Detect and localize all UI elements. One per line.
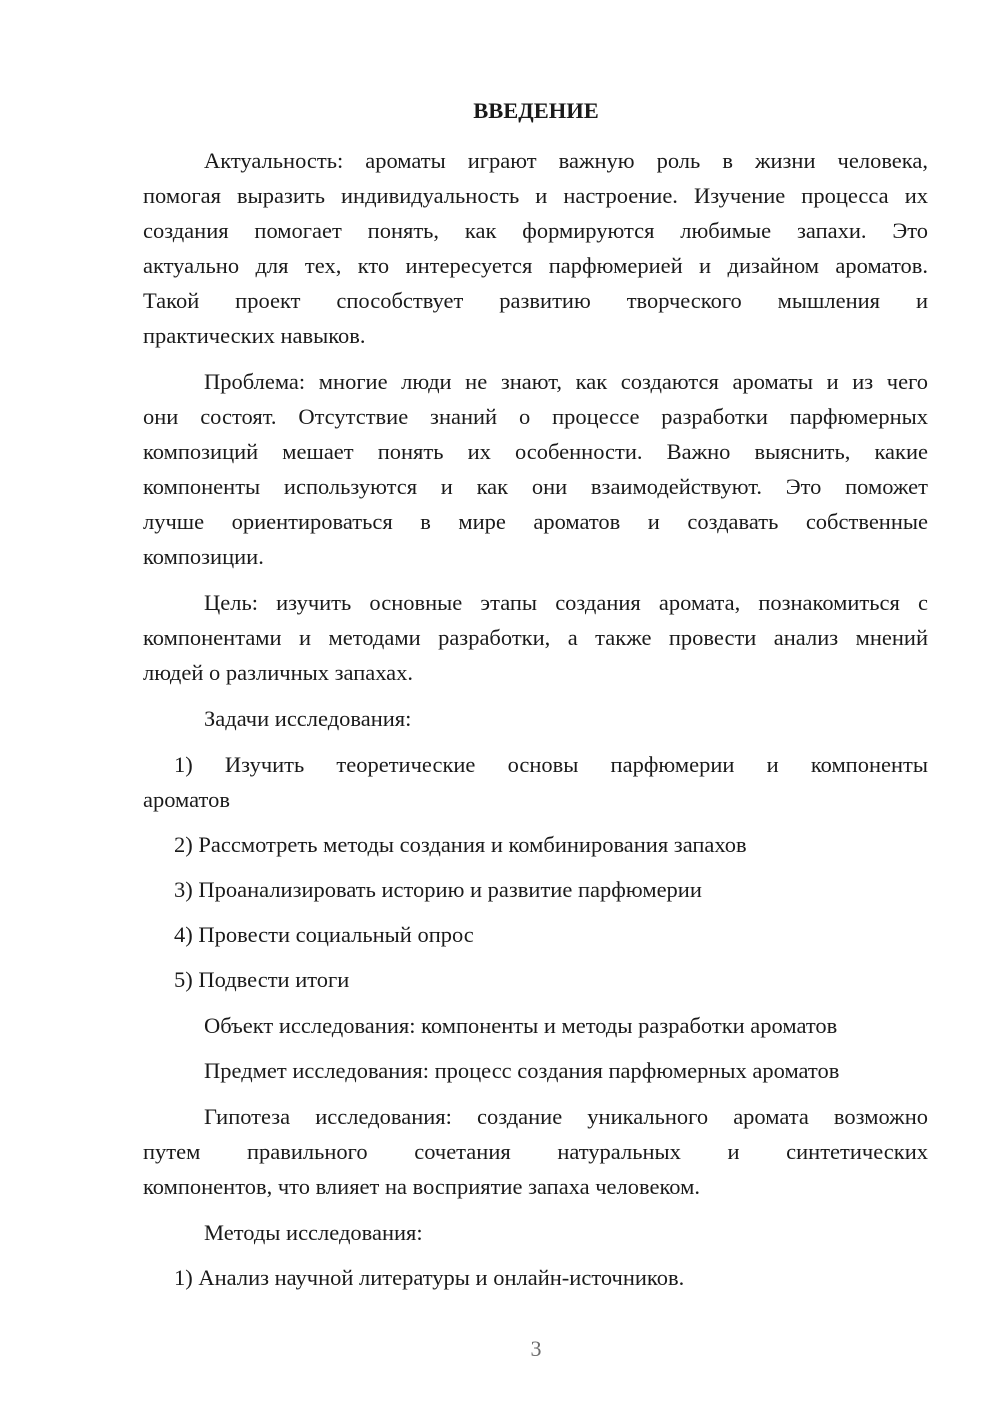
- problem-line: лучше ориентироваться в мире ароматов и создавать собственные: [143, 509, 928, 534]
- methods-heading: Методы исследования:: [204, 1220, 423, 1245]
- relevance-line: Такой проект способствует развитию творческого мышления и: [143, 288, 928, 313]
- task-item: 2) Рассмотреть методы создания и комбинирования запахов: [174, 832, 747, 857]
- problem-line: компоненты используются и как они взаимодействуют. Это поможет: [143, 474, 928, 499]
- task-item: 3) Проанализировать историю и развитие парфюмерии: [174, 877, 702, 902]
- hypothesis-line: Гипотеза исследования: создание уникального аромата возможно: [204, 1104, 928, 1129]
- problem-line: Проблема: многие люди не знают, как создаются ароматы и из чего: [204, 369, 928, 394]
- page-number: 3: [530, 1336, 542, 1361]
- tasks-heading: Задачи исследования:: [204, 706, 412, 731]
- goal-line: компонентами и методами разработки, а также провести анализ мнений: [143, 625, 928, 650]
- task-item: 1) Изучить теоретические основы парфюмерии и компоненты: [174, 752, 928, 777]
- relevance-line: создания помогает понять, как формируются любимые запахи. Это: [143, 218, 928, 243]
- problem-line: они состоят. Отсутствие знаний о процессе разработки парфюмерных: [143, 404, 928, 429]
- relevance-line: актуально для тех, кто интересуется парфюмерией и дизайном ароматов.: [143, 253, 928, 278]
- task-item-continuation: ароматов: [143, 787, 230, 812]
- problem-line: композиций мешает понять их особенности. Важно выяснить, какие: [143, 439, 928, 464]
- task-item: 5) Подвести итоги: [174, 967, 350, 992]
- problem-line: композиции.: [143, 544, 264, 569]
- relevance-line: помогая выразить индивидуальность и настроение. Изучение процесса их: [143, 183, 928, 208]
- relevance-line: Актуальность: ароматы играют важную роль в жизни человека,: [204, 148, 928, 173]
- goal-line: людей о различных запахах.: [143, 660, 414, 685]
- research-object: Объект исследования: компоненты и методы разработки ароматов: [204, 1013, 838, 1038]
- page-title: ВВЕДЕНИЕ: [473, 98, 599, 123]
- relevance-line: практических навыков.: [143, 323, 366, 348]
- research-subject: Предмет исследования: процесс создания парфюмерных ароматов: [204, 1058, 840, 1083]
- method-item: 1) Анализ научной литературы и онлайн-источников.: [174, 1265, 685, 1290]
- goal-line: Цель: изучить основные этапы создания аромата, познакомиться с: [204, 590, 928, 615]
- task-item: 4) Провести социальный опрос: [174, 922, 474, 947]
- hypothesis-line: компонентов, что влияет на восприятие запаха человеком.: [143, 1174, 700, 1199]
- hypothesis-line: путем правильного сочетания натуральных и синтетических: [143, 1139, 928, 1164]
